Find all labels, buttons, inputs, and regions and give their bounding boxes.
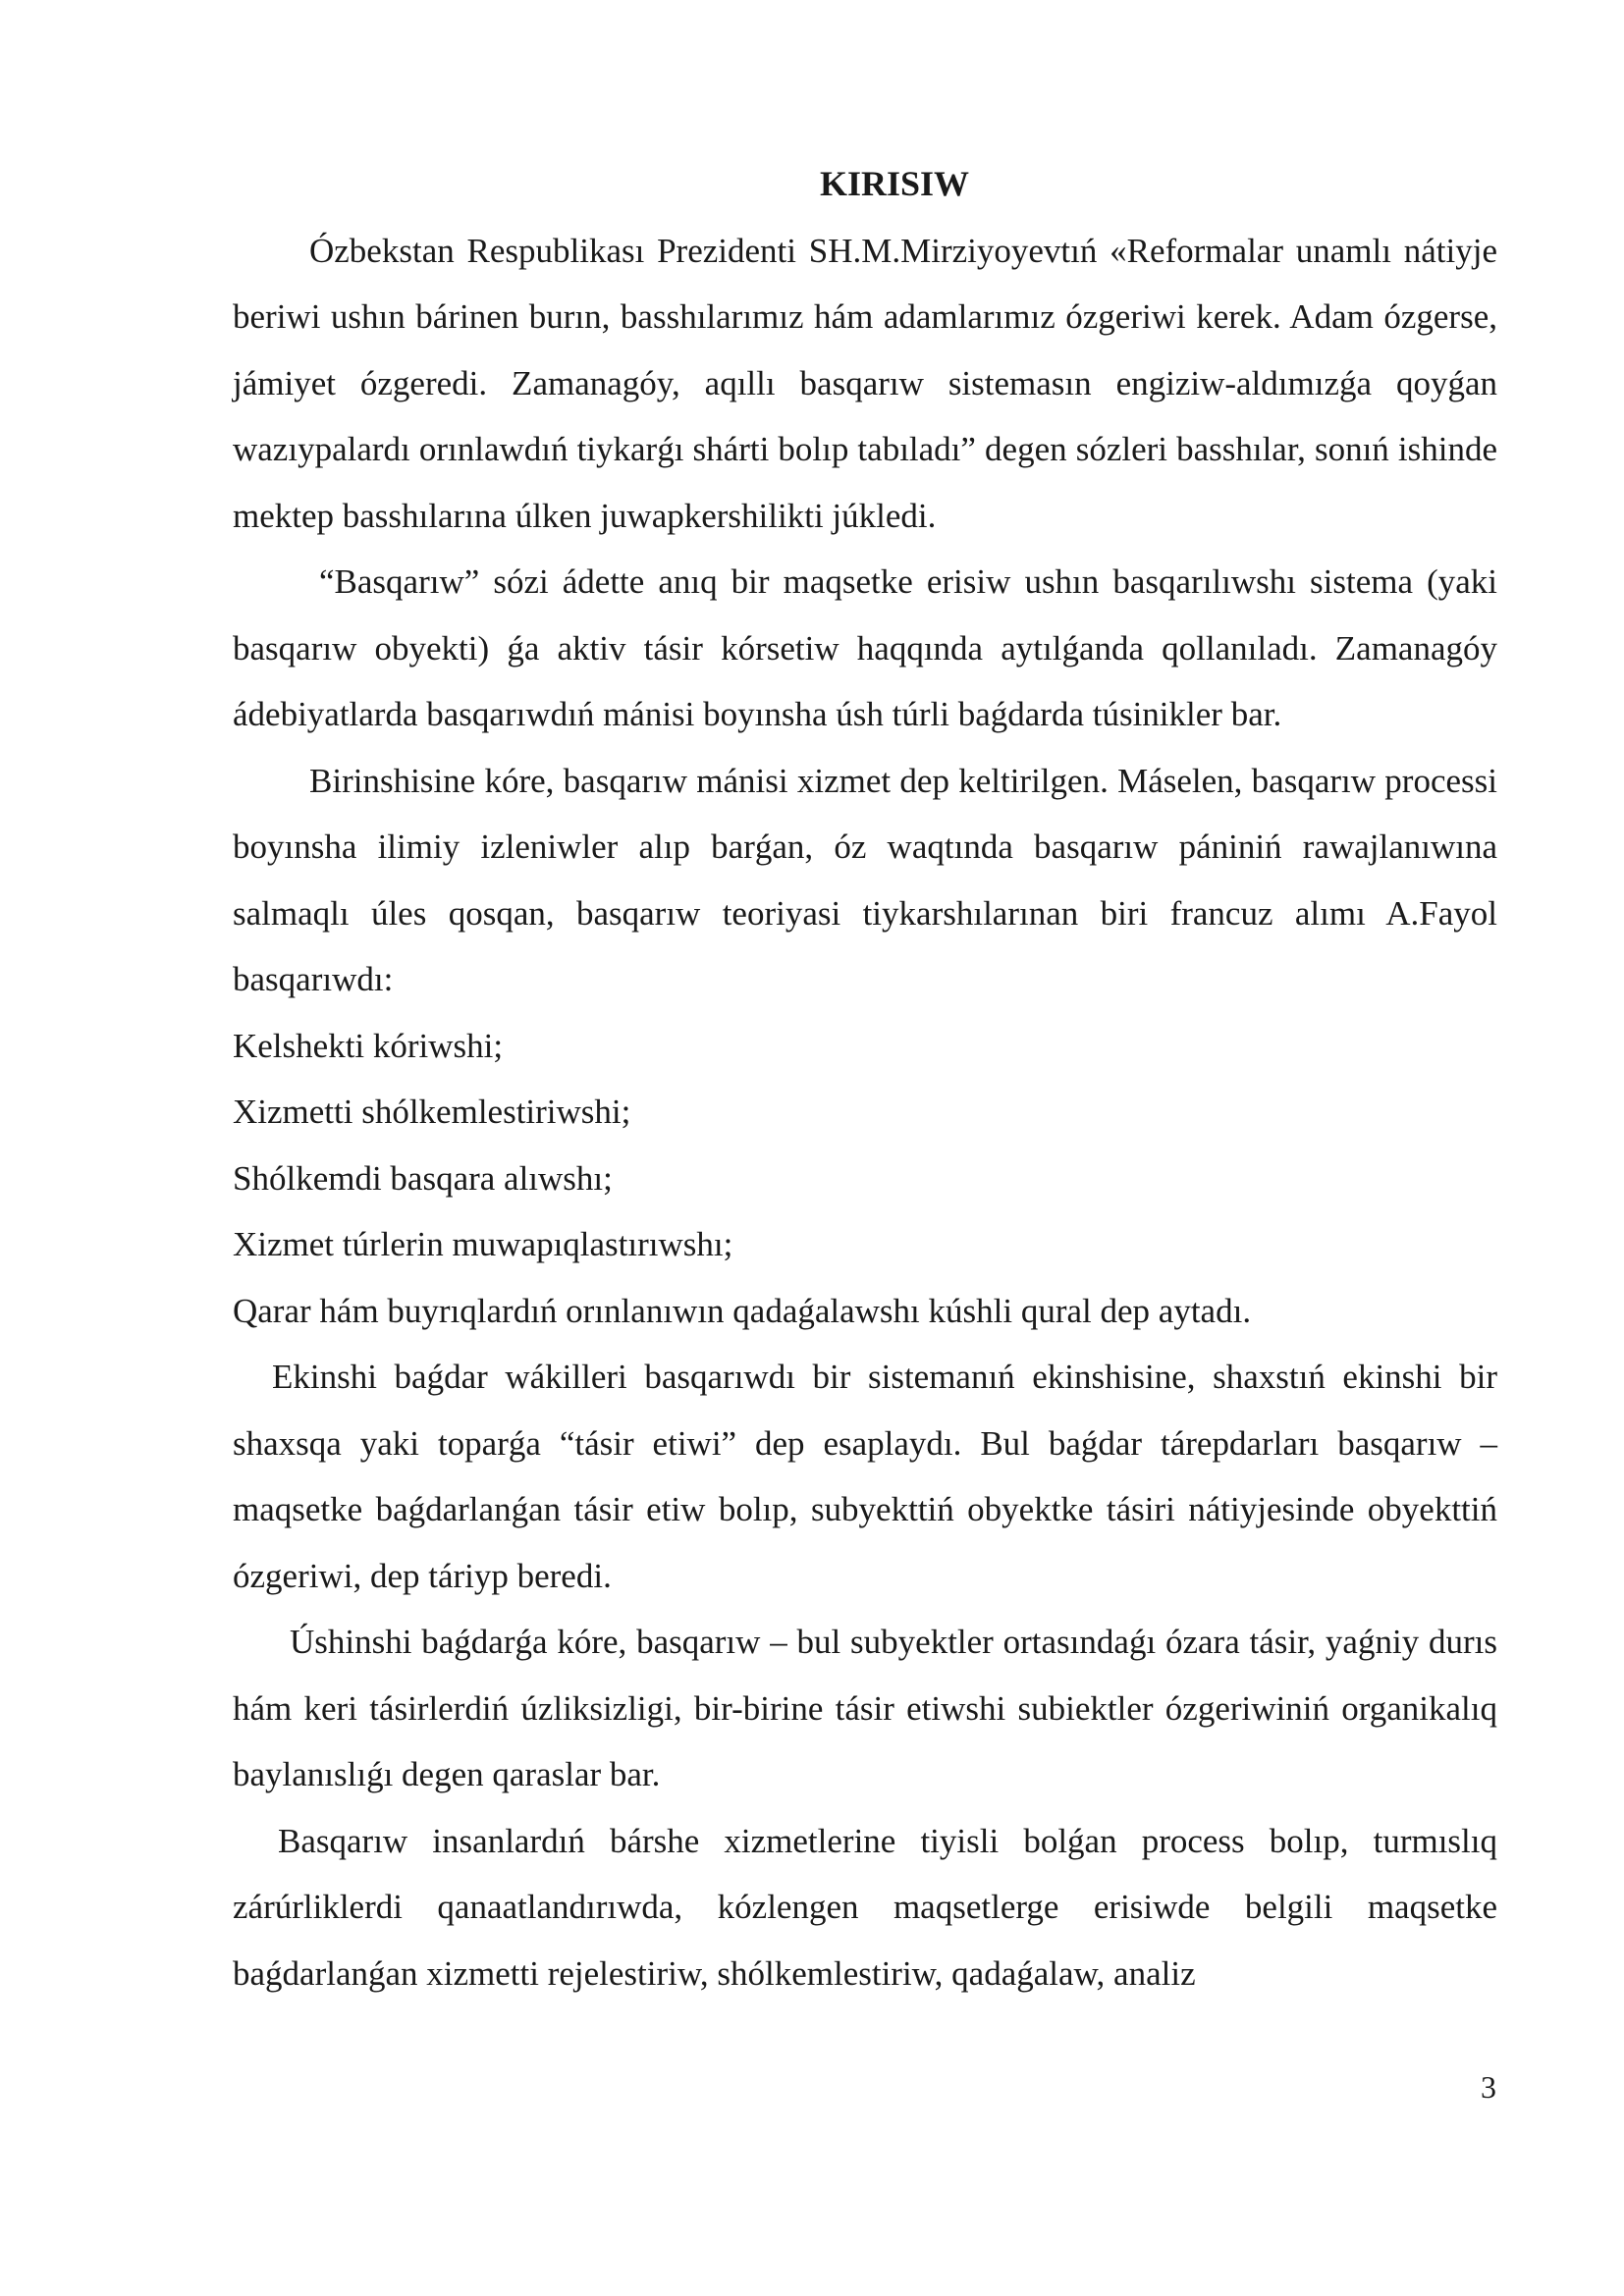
- paragraph-intro: Ózbekstan Respublikası Prezidenti SH.M.Mirziyoyevtıń «Reformalar unamlı nátiyje beriwi ushın bárinen burın, basshılarımız hám adamlarımız ózgeriwi kerek. Adam ózgerse, jámiyet ózgeredi. Zamanagóy, aqıllı basqarıw sistemasın engiziw-aldımızǵa qoyǵan wazıypalardı orınlawdıń tiykarǵı shárti bolıp tabıladı” degen sózleri basshılar, sonıń ishinde mektep basshılarına úlken juwapkershilikti júkledi.: [233, 231, 1497, 535]
- paragraph-basqariw-definition: “Basqarıw” sózi ádette anıq bir maqsetke erisiw ushın basqarılıwshı sistema (yaki basqarıw obyekti) ǵa aktiv tásir kórsetiw haqqında aytılǵanda qollanıladı. Zamanagóy ádebiyatlarda basqarıwdıń mánisi boyınsha úsh túrli baǵdarda túsinikler bar.: [233, 562, 1497, 733]
- document-title: KIRISIW: [819, 164, 970, 203]
- document-body: [233, 151, 1497, 2006]
- paragraph-third-direction: Úshinshi baǵdarǵa kóre, basqarıw – bul subyektler ortasındaǵı ózara tásir, yaǵniy durıs hám keri tásirlerdiń úzliksizligi, bir-birine tásir etiwshi subiektler ózgeriwiniń organikalıq baylanıslıǵı degen qaraslar bar.: [233, 1623, 1497, 1793]
- paragraph-second-direction: Ekinshi baǵdar wákilleri basqarıwdı bir sistemanıń ekinshisine, shaxstıń ekinshi bir shaxsqa yaki toparǵa “tásir etiwi” dep esaplaydı. Bul baǵdar tárepdarları basqarıw – maqsetke baǵdarlanǵan tásir etiw bolıp, subyekttiń obyektke tásiri nátiyjesinde obyekttiń ózgeriwi, dep táriyp beredi.: [233, 1358, 1497, 1595]
- list-item: Xizmet túrlerin muwapıqlastırıwshı;: [233, 1225, 733, 1263]
- paragraph-first-direction: Birinshisine kóre, basqarıw mánisi xizmet dep keltirilgen. Máselen, basqarıw processi boyınsha ilimiy izleniwler alıp barǵan, óz waqtında basqarıw pániniń rawajlanıwına salmaqlı úles qosqan, basqarıw teoriyasi tiykarshılarınan biri francuz alımı A.Fayol basqarıwdı:: [233, 761, 1497, 998]
- list-item: Qarar hám buyrıqlardıń orınlanıwın qadaǵalawshı kúshli qural dep aytadı.: [233, 1291, 1252, 1330]
- list-item: Xizmetti shólkemlestiriwshi;: [233, 1093, 631, 1131]
- page-number: 3: [1481, 2069, 1496, 2105]
- paragraph-basqariw-process: Basqarıw insanlardıń bárshe xizmetlerine tiyisli bolǵan process bolıp, turmıslıq zárúrliklerdi qanaatlandırıwda, kózlengen maqsetlerge erisiwde belgili maqsetke baǵdarlanǵan xizmetti rejelestiriw, shólkemlestiriw, qadaǵalaw, analiz: [233, 1821, 1497, 1993]
- list-item: Kelshekti kóriwshi;: [233, 1026, 504, 1065]
- list-item: Shólkemdi basqara alıwshı;: [233, 1158, 613, 1198]
